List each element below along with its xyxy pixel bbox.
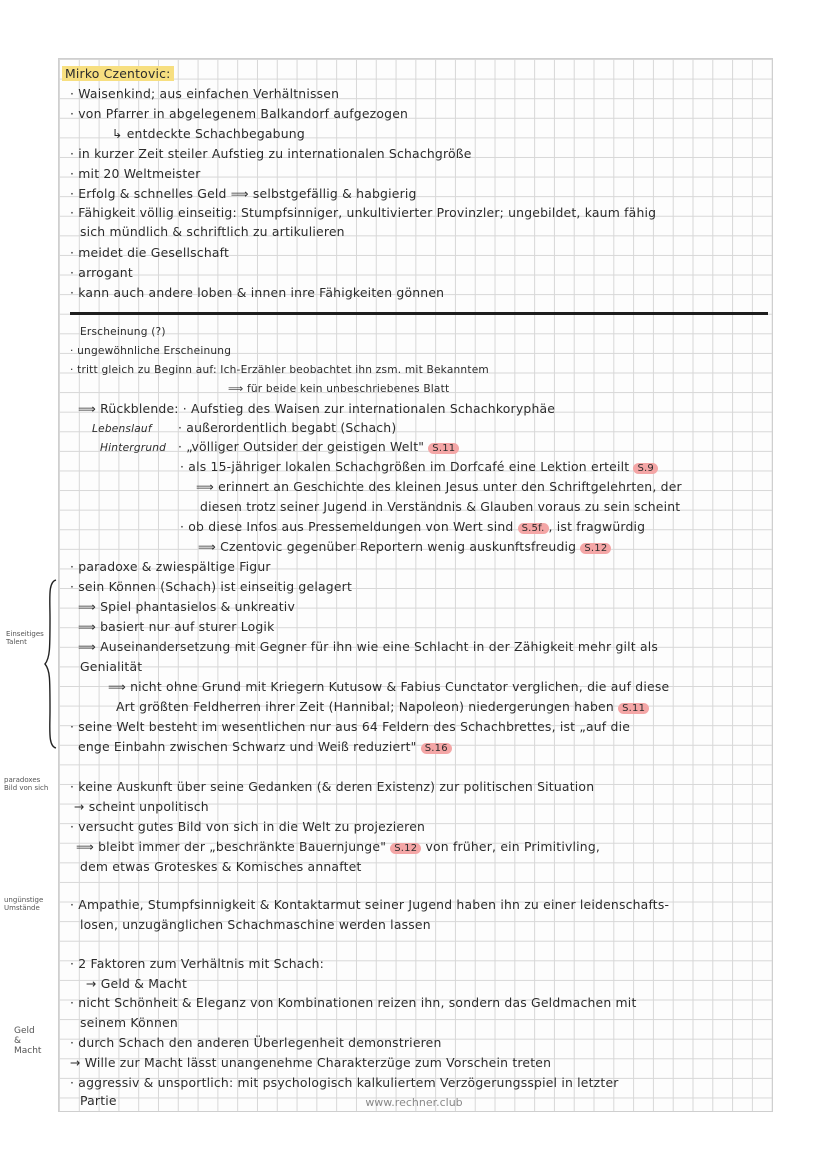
page-ref: S.9	[633, 463, 658, 474]
list-item: · nicht Schönheit & Eleganz von Kombinationen reizen ihn, sondern das Geldmachen mit	[70, 995, 637, 1010]
list-item: · seine Welt besteht im wesentlichen nur aus 64 Feldern des Schachbrettes, ist „auf die	[70, 719, 631, 734]
list-item: · arrogant	[70, 265, 133, 280]
list-item: · 2 Faktoren zum Verhältnis mit Schach:	[70, 956, 325, 971]
page-heading: Mirko Czentovic:	[62, 66, 174, 82]
list-item: · ob diese Infos aus Pressemeldungen von Wert sind S.5f. , ist fragwürdig	[180, 519, 646, 534]
list-item: → scheint unpolitisch	[74, 799, 209, 814]
list-item: · tritt gleich zu Beginn auf: Ich-Erzähler beobachtet ihn zsm. mit Bekanntem	[70, 364, 489, 376]
list-item: · von Pfarrer in abgelegenem Balkandorf aufgezogen	[70, 106, 409, 121]
page-ref: S.11	[618, 703, 649, 714]
list-item: · außerordentlich begabt (Schach)	[178, 420, 397, 435]
list-item: · keine Auskunft über seine Gedanken (& deren Existenz) zur politischen Situation	[70, 779, 595, 794]
list-item: · aggressiv & unsportlich: mit psychologisch kalkuliertem Verzögerungsspiel in letzter	[70, 1075, 619, 1090]
list-item: ⟹ bleibt immer der „beschränkte Bauernjunge" S.12 von früher, ein Primitivling,	[76, 839, 601, 854]
page-ref: S.12	[580, 543, 611, 554]
list-item: Partie	[80, 1093, 117, 1108]
list-item: · in kurzer Zeit steiler Aufstieg zu internationalen Schachgröße	[70, 146, 472, 161]
list-item: · kann auch andere loben & innen inre Fähigkeiten gönnen	[70, 285, 445, 300]
list-item: · Fähigkeit völlig einseitig: Stumpfsinniger, unkultivierter Provinzler; ungebildet, kaum fähig	[70, 205, 657, 220]
side-label: Hintergrund	[100, 442, 167, 454]
section-title: Erscheinung (?)	[80, 326, 166, 338]
list-item: · paradoxe & zwiespältige Figur	[70, 559, 271, 574]
list-item: · „völliger Outsider der geistigen Welt" S.11	[178, 439, 459, 457]
margin-note: Geld & Macht	[14, 1026, 42, 1056]
list-item: ↳ entdeckte Schachbegabung	[112, 126, 305, 141]
list-item: · sein Können (Schach) ist einseitig gelagert	[70, 579, 352, 594]
list-item: ⟹ Auseinandersetzung mit Gegner für ihn wie eine Schlacht in der Zähigkeit mehr gilt als	[78, 639, 659, 654]
list-item: · ungewöhnliche Erscheinung	[70, 345, 232, 357]
list-item: · als 15-jähriger lokalen Schachgrößen im Dorfcafé eine Lektion erteilt S.9	[180, 459, 658, 477]
list-item: ⟹ Rückblende: · Aufstieg des Waisen zur internationalen Schachkoryphäe	[78, 401, 556, 416]
list-item: · Ampathie, Stumpfsinnigkeit & Kontaktarmut seiner Jugend haben ihn zu einer leidenschafts-	[70, 897, 670, 912]
list-item: Art größten Feldherren ihrer Zeit (Hannibal; Napoleon) niedergerungen haben S.11	[116, 699, 649, 717]
list-item: enge Einbahn zwischen Schwarz und Weiß reduziert" S.16	[78, 739, 452, 757]
list-item: sich mündlich & schriftlich zu artikulieren	[80, 224, 345, 239]
page-ref: S.12	[390, 843, 421, 854]
list-item: ⟹ nicht ohne Grund mit Kriegern Kutusow & Fabius Cunctator verglichen, die auf diese	[108, 679, 670, 694]
margin-note: Einseitiges Talent	[6, 630, 44, 646]
section-divider	[70, 312, 768, 315]
list-item: · durch Schach den anderen Überlegenheit demonstrieren	[70, 1035, 442, 1050]
list-item: ⟹ erinnert an Geschichte des kleinen Jesus unter den Schriftgelehrten, der	[196, 479, 682, 494]
list-item: seinem Können	[80, 1015, 178, 1030]
curly-brace	[44, 578, 58, 750]
list-item: · mit 20 Weltmeister	[70, 166, 201, 181]
list-item: diesen trotz seiner Jugend in Verständnis & Glauben voraus zu sein scheint	[200, 499, 681, 514]
list-item: → Wille zur Macht lässt unangenehme Charakterzüge zum Vorschein treten	[70, 1055, 552, 1070]
footer-watermark: www.rechner.club	[365, 1096, 463, 1109]
list-item: Genialität	[80, 659, 143, 674]
list-item: ⟹ Czentovic gegenüber Reportern wenig auskunftsfreudig S.12	[198, 539, 611, 557]
list-item: · Waisenkind; aus einfachen Verhältnissen	[70, 86, 340, 101]
list-item: ⟹ basiert nur auf sturer Logik	[78, 619, 275, 634]
margin-note: paradoxes Bild von sich	[4, 776, 49, 792]
list-item: · Erfolg & schnelles Geld ⟹ selbstgefällig & habgierig	[70, 186, 417, 201]
margin-note: ungünstige Umstände	[4, 896, 44, 912]
list-item: dem etwas Groteskes & Komisches annaftet	[80, 859, 362, 874]
list-item: ⟹ für beide kein unbeschriebenes Blatt	[228, 383, 450, 395]
side-label: Lebenslauf	[92, 423, 152, 435]
page-ref: S.16	[421, 743, 452, 754]
list-item: losen, unzugänglichen Schachmaschine werden lassen	[80, 917, 431, 932]
list-item: · meidet die Gesellschaft	[70, 245, 230, 260]
list-item: → Geld & Macht	[86, 976, 187, 991]
list-item: · versucht gutes Bild von sich in die Welt zu projezieren	[70, 819, 426, 834]
page-ref: S.5f.	[518, 523, 549, 534]
list-item: ⟹ Spiel phantasielos & unkreativ	[78, 599, 295, 614]
page-ref: S.11	[428, 443, 459, 454]
